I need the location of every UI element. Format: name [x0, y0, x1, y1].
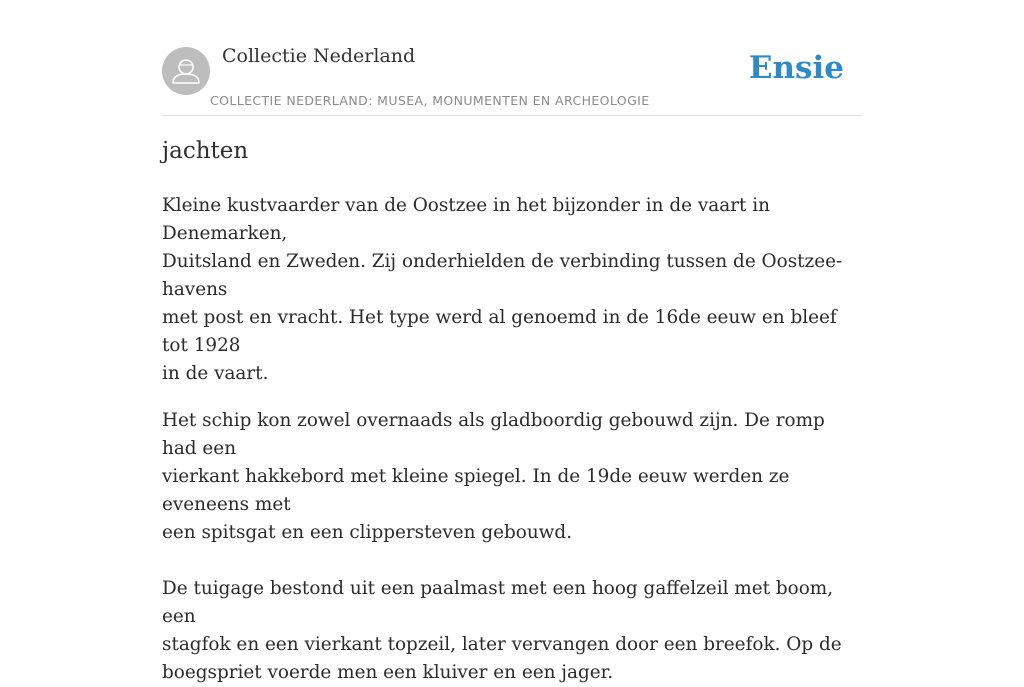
- avatar[interactable]: [162, 47, 210, 95]
- entry-title: jachten: [162, 138, 249, 164]
- source-label[interactable]: COLLECTIE NEDERLAND: MUSEA, MONUMENTEN EN ARCHEOLOGIE: [210, 93, 650, 108]
- paragraph: De tuigage bestond uit een paalmast met een hoog gaffelzeil met boom, een stagfok en een vierkant topzeil, later vervangen door een breefok. Op de boegspriet voerde men een kluiver en een jager.: [162, 578, 842, 683]
- paragraph: Het schip kon zowel overnaads als gladboordig gebouwd zijn. De romp had een vierkant hakkebord met kleine spiegel. In de 19de eeuw werden ze eveneens met een spitsgat en een clippersteven gebouwd.: [162, 410, 825, 543]
- header-divider: [162, 115, 862, 116]
- paragraph: Kleine kustvaarder van de Oostzee in het bijzonder in de vaart in Denemarken, Duitsland en Zweden. Zij onderhielden de verbinding tussen de Oostzee-havens met post en vracht. Het type werd al genoemd in de 16de eeuw en bleef tot 1928 in de vaart.: [162, 195, 843, 384]
- entry-card: [162, 0, 862, 683]
- user-silhouette-icon: [162, 47, 210, 95]
- entry-body: [162, 192, 862, 687]
- ensie-logo[interactable]: Ensie: [748, 50, 844, 86]
- author-name[interactable]: Collectie Nederland: [222, 45, 416, 67]
